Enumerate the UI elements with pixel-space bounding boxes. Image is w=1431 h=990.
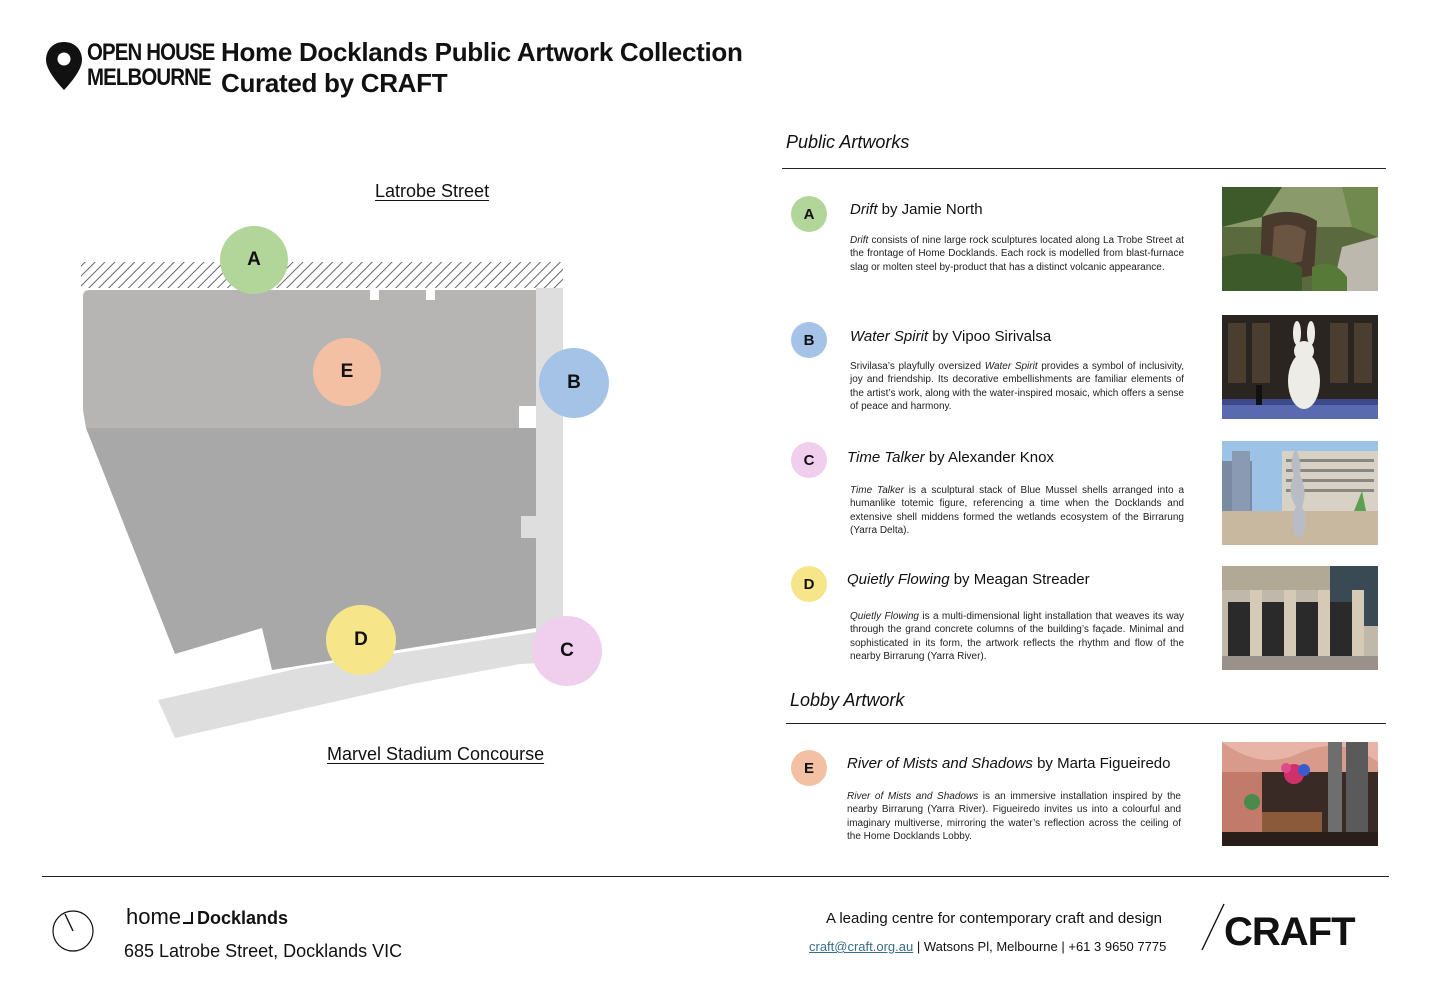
street-label-concourse: Marvel Stadium Concourse	[327, 744, 545, 764]
page-title: Home Docklands Public Artwork Collection Curated by CRAFT	[221, 37, 743, 98]
artwork-title-a: Drift by Jamie North	[850, 201, 983, 218]
artwork-title-e: River of Mists and Shadows by Marta Figueiredo	[847, 755, 1171, 772]
section-divider	[782, 168, 1386, 169]
contact-line: craft@craft.org.au | Watsons Pl, Melbourne | +61 3 9650 7775	[809, 939, 1167, 954]
craft-logo	[1198, 902, 1388, 958]
artwork-desc-c: Time Talker is a sculptural stack of Blue Mussel shells arranged into a humanlike totemic figure, referencing a time when the Docklands and extensive shell middens formed the wetlands ecosystem of the Birrarung (Yarra Delta).	[850, 485, 1185, 536]
artwork-title-b: Water Spirit by Vipoo Sirivalsa	[850, 328, 1052, 345]
craft-wordmark: CRAFT	[1224, 910, 1355, 954]
walkway	[536, 288, 563, 640]
lobby-artwork-heading: Lobby Artwork	[790, 690, 905, 710]
artwork-badge-d: D	[791, 566, 827, 602]
river-of-mists-photo	[1222, 742, 1378, 846]
quietly-flowing-photo	[1222, 566, 1378, 670]
frontage-hatch	[81, 262, 563, 288]
map-marker-d[interactable]: D	[326, 605, 396, 675]
map-marker-e[interactable]: E	[313, 338, 381, 406]
water-spirit-photo	[1222, 315, 1378, 419]
artwork-badge-e: E	[791, 750, 827, 786]
open-house-melbourne-logo: OPEN HOUSE MELBOURNE	[87, 39, 215, 91]
home-logo: home	[126, 904, 193, 930]
street-label-latrobe: Latrobe Street	[375, 181, 490, 201]
artwork-badge-a: A	[791, 196, 827, 232]
map-marker-c[interactable]: C	[532, 616, 602, 686]
artwork-title-d: Quietly Flowing by Meagan Streader	[847, 571, 1090, 588]
clock-logo-icon	[52, 910, 94, 952]
drift-photo	[1222, 187, 1378, 291]
artwork-desc-d: Quietly Flowing is a multi-dimensional light installation that weaves its way through the grand concrete columns of the building’s façade. Minimal and sophisticated in its form, the artwork reflects the rhythm and flow of the nearby Birrarung (Yarra River).	[850, 611, 1184, 662]
map-marker-a[interactable]: A	[220, 226, 288, 294]
map-marker-b[interactable]: B	[539, 348, 609, 418]
time-talker-photo	[1222, 441, 1378, 545]
building-lower	[86, 428, 536, 670]
section-divider	[786, 723, 1386, 724]
artwork-desc-a: Drift consists of nine large rock sculptures located along La Trobe Street at the frontage of Home Docklands. Each rock is modelled from blast-furnace slag or molten steel by-product that has a distinct volcanic appearance.	[850, 235, 1184, 273]
craft-tagline: A leading centre for contemporary craft and design	[826, 910, 1163, 927]
building-upper	[83, 290, 536, 428]
public-artworks-heading: Public Artworks	[786, 132, 910, 152]
artwork-desc-b: Srivilasa’s playfully oversized Water Spirit provides a symbol of inclusivity, joy and friendship. Its decorative embellishments are familiar elements of the artist’s work, along with the water-inspired mosaic, which offers a sense of peace and harmony.	[850, 361, 1185, 412]
map-pin-icon	[44, 40, 84, 92]
artwork-title-c: Time Talker by Alexander Knox	[847, 449, 1054, 466]
address: 685 Latrobe Street, Docklands VIC	[124, 941, 403, 961]
artwork-badge-b: B	[791, 322, 827, 358]
artwork-badge-c: C	[791, 442, 827, 478]
artwork-desc-e: River of Mists and Shadows is an immersive installation inspired by the nearby Birrarung (Yarra River). Figueiredo invites us into a colourful and imaginary multiverse, mirroring the water’s reflection across the ceiling of the Home Docklands Lobby.	[847, 791, 1181, 842]
site-map	[0, 150, 770, 780]
footer-divider	[42, 876, 1389, 877]
email-link[interactable]: craft@craft.org.au	[809, 939, 914, 954]
home-docklands-wordmark: Docklands	[197, 908, 289, 928]
